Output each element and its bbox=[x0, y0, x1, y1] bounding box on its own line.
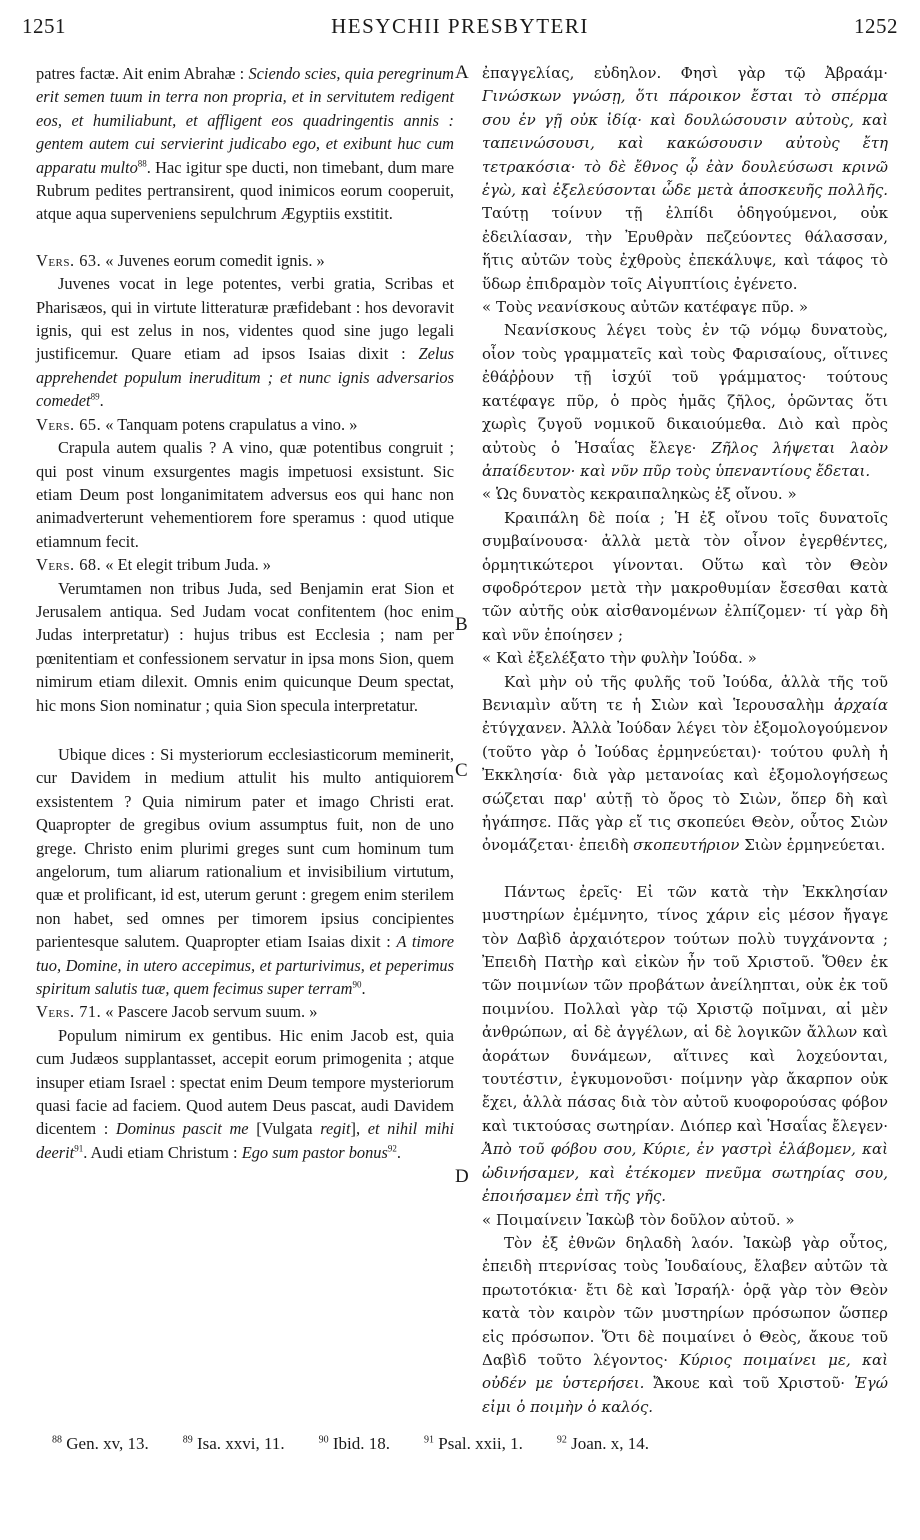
latin-paragraph: Ubique dices : Si mysteriorum ecclesiasticorum meminerit, cur Davidem in medium attulit his multo antiquiorem exsistentem ? Quia nimirum pater et imago Christi erat. Quapropter de gregibus ovium assumptus fuit, non de uno grege. Christo enim plurimi greges sunt cum hominum tum angelorum, tum aliarum rationalium et invisibilium virtutum, quæ et prolificant, id est, uterum gerunt : gregem enim sterilem non habet, sed omnes per timorem ipsius concipientes parientesque salutem. Quapropter etiam Isaias dixit : A timore tuo, Domine, in utero accepimus, et parturivimus, et peperimus spiritum salutis tuæ, quem fecimus super terram$^{90}$. bbox=[36, 744, 455, 999]
greek-verse-heading: « Τοὺς νεανίσκους αὐτῶν κατέφαγε πῦρ. » bbox=[482, 298, 809, 317]
page-number-left: 1251 bbox=[22, 13, 66, 38]
footnote-ref: 90 bbox=[352, 979, 362, 990]
latin-column bbox=[36, 62, 454, 1164]
latin-paragraph: Crapula autem qualis ? A vino, quæ potentibus congruit ; qui post vinum exsurgentes magis impetuosi exsistunt. Sic etiam Deum post longanimitatem adversus eos qui hanc non animadverterunt vehementiorem fore speramus : quod utique etiamnum fecit. bbox=[36, 438, 454, 551]
greek-verse-heading: « Καὶ ἐξελέξατο τὴν φυλὴν Ἰούδα. » bbox=[482, 649, 757, 668]
section-marker-a: A bbox=[455, 62, 469, 83]
section-marker-c: C bbox=[455, 760, 468, 781]
verse-heading: Vers. 63. « Juvenes eorum comedit ignis. » bbox=[36, 250, 325, 270]
greek-paragraph: Πάντως ἐρεῖς· Εἰ τῶν κατὰ τὴν Ἐκκλησίαν μυστηρίων ἐμέμνητο, τίνος χάριν εἰς μέσον ἤγαγε τὸν Δαβὶδ ἀρχαιότερον τούτων πολὺ τυγχάνοντα ; Ἐπειδὴ Πατὴρ καὶ εἰκὼν ἦν τοῦ Χριστοῦ. Ὅθεν ἐκ τῶν ποιμνίων τῶν προβάτων ἀνείληπται, οὐκ ἐκ τοῦ ποιμνίου. Πολλαὶ γὰρ τῷ Χριστῷ ποῖμναι, αἱ μὲν ἀνθρώπων, αἱ δὲ ἀγγέλων, αἱ δὲ λογικῶν ἄλλων καὶ ἀοράτων δυνάμεων, αἵτινες καὶ λοχεύονται, τουτέστιν, ἐγκυμονοῦσι· ποίμνην γὰρ ἄκαρπον οὐκ ἔχει, ἀλλὰ πάσας διὰ τὸν αὐτοῦ κυοφορούσας φόβον καὶ τικτούσας σωτηρίαν. Διόπερ καὶ Ἡσαΐας ἔλεγεν· Ἀπὸ τοῦ φόβου σου, Κύριε, ἐν γαστρὶ ἐλάβομεν, καὶ ὠδινήσαμεν, καὶ ἐτέκομεν πνεῦμα σωτηρίας σου, ἐποιήσαμεν ἐπὶ τῆς γῆς. bbox=[482, 882, 888, 1206]
greek-column bbox=[482, 62, 888, 1419]
latin-paragraph: Populum nimirum ex gentibus. Hic enim Jacob est, quia cum Judæos supplantasset, accepit eorum primogenita ; atque insuper etiam Israel : spectat enim Deum tempore mysteriorum quasi facie ad faciem. Quod autem Deus pascat, audi Davidem dicentem : Dominus pascit me [Vulgata regit], et nihil mihi deerit$^{91}$. Audi etiam Christum : Ego sum pastor bonus$^{92}$. bbox=[36, 1025, 454, 1162]
verse-heading: Vers. 65. « Tanquam potens crapulatus a vino. » bbox=[36, 414, 358, 434]
footnote: $^{91}$ Psal. xxii, 1. bbox=[424, 1434, 523, 1453]
latin-paragraph: Verumtamen non tribus Juda, sed Benjamin erat Sion et Jerusalem antiqua. Sed Judam vocat confitentem (hoc enim Judas interpretatur) : hujus tribus est Ecclesia ; nam per pœnitentiam et confessionem servatur in ipsa mons Sion, quem nimirum etiam dilexit. Omnis enim quicunque Deum spectat, hic mons Sion nominatur ; quia Sion specula interpretatur. bbox=[36, 578, 454, 715]
running-title: HESYCHII PRESBYTERI bbox=[331, 13, 589, 38]
footnote-ref: 91 bbox=[74, 1143, 84, 1154]
verse-heading: Vers. 71. « Pascere Jacob servum suum. » bbox=[36, 1002, 318, 1022]
latin-paragraph: patres factæ. Ait enim Abrahæ : Sciendo scies, quia peregrinum erit semen tuum in terra non propria, et in servitutem redigent eos, et humiliabunt, et affligent eos quadringentis annis : gentem autem cui servierint judicabo ego, et exibunt huc cum apparatu multo$^{88}$. Hac igitur spe ducti, non timebant, dum mare Rubrum pedites pertransirent, quod inimicos eorum cooperuit, atque aqua superveniens sepulchrum Ægyptiis exstitit. bbox=[36, 64, 454, 224]
section-marker-d: D bbox=[455, 1166, 469, 1187]
footnotes bbox=[52, 1434, 880, 1454]
footnote-ref: 89 bbox=[90, 391, 100, 402]
footnote-ref: 88 bbox=[137, 158, 147, 169]
greek-paragraph: ἐπαγγελίας, εὐδηλον. Φησὶ γὰρ τῷ Ἀβραάμ· Γινώσκων γνώσῃ, ὅτι πάροικον ἔσται τὸ σπέρμα σου ἐν γῇ οὐκ ἰδίᾳ· καὶ δουλώσουσιν αὐτοὺς, καὶ ταπεινώσουσι, καὶ κακώσουσιν αὐτοὺς ἔτη τετρακόσια· τὸ δὲ ἔθνος ᾧ ἐὰν δουλεύσωσι κρινῶ ἐγὼ, καὶ ἐξελεύσονται ὧδε μετὰ ἀποσκευῆς πολλῆς. Ταύτῃ τοίνυν τῇ ἐλπίδι ὁδηγούμενοι, οὐκ ἐδειλίασαν, τὴν Ἐρυθρὰν πεζεύοντες θάλασσαν, ἥτις αὐτῶν τοὺς ἐχθροὺς ἐπεκάλυψε, καὶ τάφος τὸ ὕδωρ ἐπιδραμὸν τοῖς Αἰγυπτίοις ἐγένετο. bbox=[482, 64, 888, 293]
section-marker-b: B bbox=[455, 614, 468, 635]
page-header bbox=[22, 6, 898, 46]
greek-paragraph: Κραιπάλη δὲ ποία ; Ἡ ἐξ οἴνου τοῖς δυνατοῖς συμβαίνουσα· ἀλλὰ μετὰ τὸν οἶνον ἐγερθέντες, ὁρμητικώτεροι γίνονται. Οὕτω καὶ τὸν Θεὸν σφοδρότερον μετὰ τὴν μακροθυμίαν ἔσεσθαι κατὰ τῶν αὐτῆς οὐκ αἰσθανομένων ἐλπίζομεν· τί γὰρ δὴ καὶ νῦν ἐποίησεν ; bbox=[482, 508, 888, 644]
page-number-right: 1252 bbox=[854, 13, 898, 38]
greek-paragraph: Καὶ μὴν οὐ τῆς φυλῆς τοῦ Ἰούδα, ἀλλὰ τῆς τοῦ Βενιαμὶν αὕτη τε ἡ Σιὼν καὶ Ἱερουσαλὴμ ἀρχαία ἐτύγχανεν. Ἀλλὰ Ἰούδαν λέγει τὸν ἐξομολογούμενον (τοῦτο γὰρ ὁ Ἰούδας ἑρμηνεύεται)· τούτου φυλὴ ἡ Ἐκκλησία· διὰ γὰρ μετανοίας καὶ ἐξομολογήσεως σώζεται παρ' αὐτῇ τὸ ὄρος τὸ Σιὼν, ὅπερ δὴ καὶ ἠγάπησε. Πᾶς γὰρ εἴ τις σκοπεύει Θεὸν, οὗτος Σιὼν ὀνομάζεται· ἐπειδὴ σκοπευτήριον Σιὼν ἑρμηνεύεται. bbox=[482, 672, 888, 855]
footnote-ref: 92 bbox=[387, 1143, 397, 1154]
greek-paragraph: Νεανίσκους λέγει τοὺς ἐν τῷ νόμῳ δυνατοὺς, οἷον τοὺς γραμματεῖς καὶ τοὺς Φαρισαίους, οἵτινες ἐθάῤῥουν τῇ ἰσχύϊ τοῦ γράμματος· τούτους κατέφαγε πῦρ, ὁ πρὸς ἡμᾶς ζῆλος, ὁρῶντας ὅτι χωρὶς ζυγοῦ νομικοῦ δικαιούμεθα. Διὸ καὶ πρὸς αὐτοὺς ὁ Ἡσαΐας ἔλεγε· Ζῆλος λήψεται λαὸν ἀπαίδευτον· καὶ νῦν πῦρ τοὺς ὑπεναντίους ἔδεται. bbox=[482, 321, 888, 480]
greek-paragraph: Τὸν ἐξ ἐθνῶν δηλαδὴ λαόν. Ἰακὼβ γὰρ οὗτος, ἐπειδὴ πτερνίσας τοὺς Ἰουδαίους, ἔλαβεν αὐτῶν τὰ πρωτοτόκια· ἔτι δὲ καὶ Ἰσραήλ· ὁρᾷ γὰρ τὸν Θεὸν κατὰ τὸν καιρὸν τῶν μυστηρίων πρόσωπον ὥσπερ εἰς πρόσωπον. Ὅτι δὲ ποιμαίνει ὁ Θεὸς, ἄκουε τοῦ Δαβὶδ τοῦτο λέγοντος· Κύριος ποιμαίνει με, καὶ οὐδέν με ὑστερήσει. Ἄκουε καὶ τοῦ Χριστοῦ· Ἐγώ εἰμι ὁ ποιμὴν ὁ καλός. bbox=[482, 1233, 888, 1416]
footnote: $^{92}$ Joan. x, 14. bbox=[556, 1434, 649, 1453]
greek-verse-heading: « Ὡς δυνατὸς κεκραιπαληκὼς ἐξ οἴνου. » bbox=[482, 485, 797, 504]
greek-verse-heading: « Ποιμαίνειν Ἰακὼβ τὸν δοῦλον αὐτοῦ. » bbox=[482, 1210, 795, 1229]
footnote: $^{89}$ Isa. xxvi, 11. bbox=[182, 1434, 285, 1453]
verse-heading: Vers. 68. « Et elegit tribum Juda. » bbox=[36, 555, 271, 575]
footnote: $^{88}$ Gen. xv, 13. bbox=[52, 1434, 149, 1453]
latin-paragraph: Juvenes vocat in lege potentes, verbi gratia, Scribas et Pharisæos, qui in virtute litteraturæ præfidebant : hos devoravit ignis, qui est zelus in nos, videntes quod sine jugo legali justificemur. Quare etiam ad ipsos Isaias dixit : Zelus apprehendet populum ineruditum ; et nunc ignis adversarios comedet$^{89}$. bbox=[36, 274, 454, 411]
footnote: $^{90}$ Ibid. 18. bbox=[318, 1434, 391, 1453]
